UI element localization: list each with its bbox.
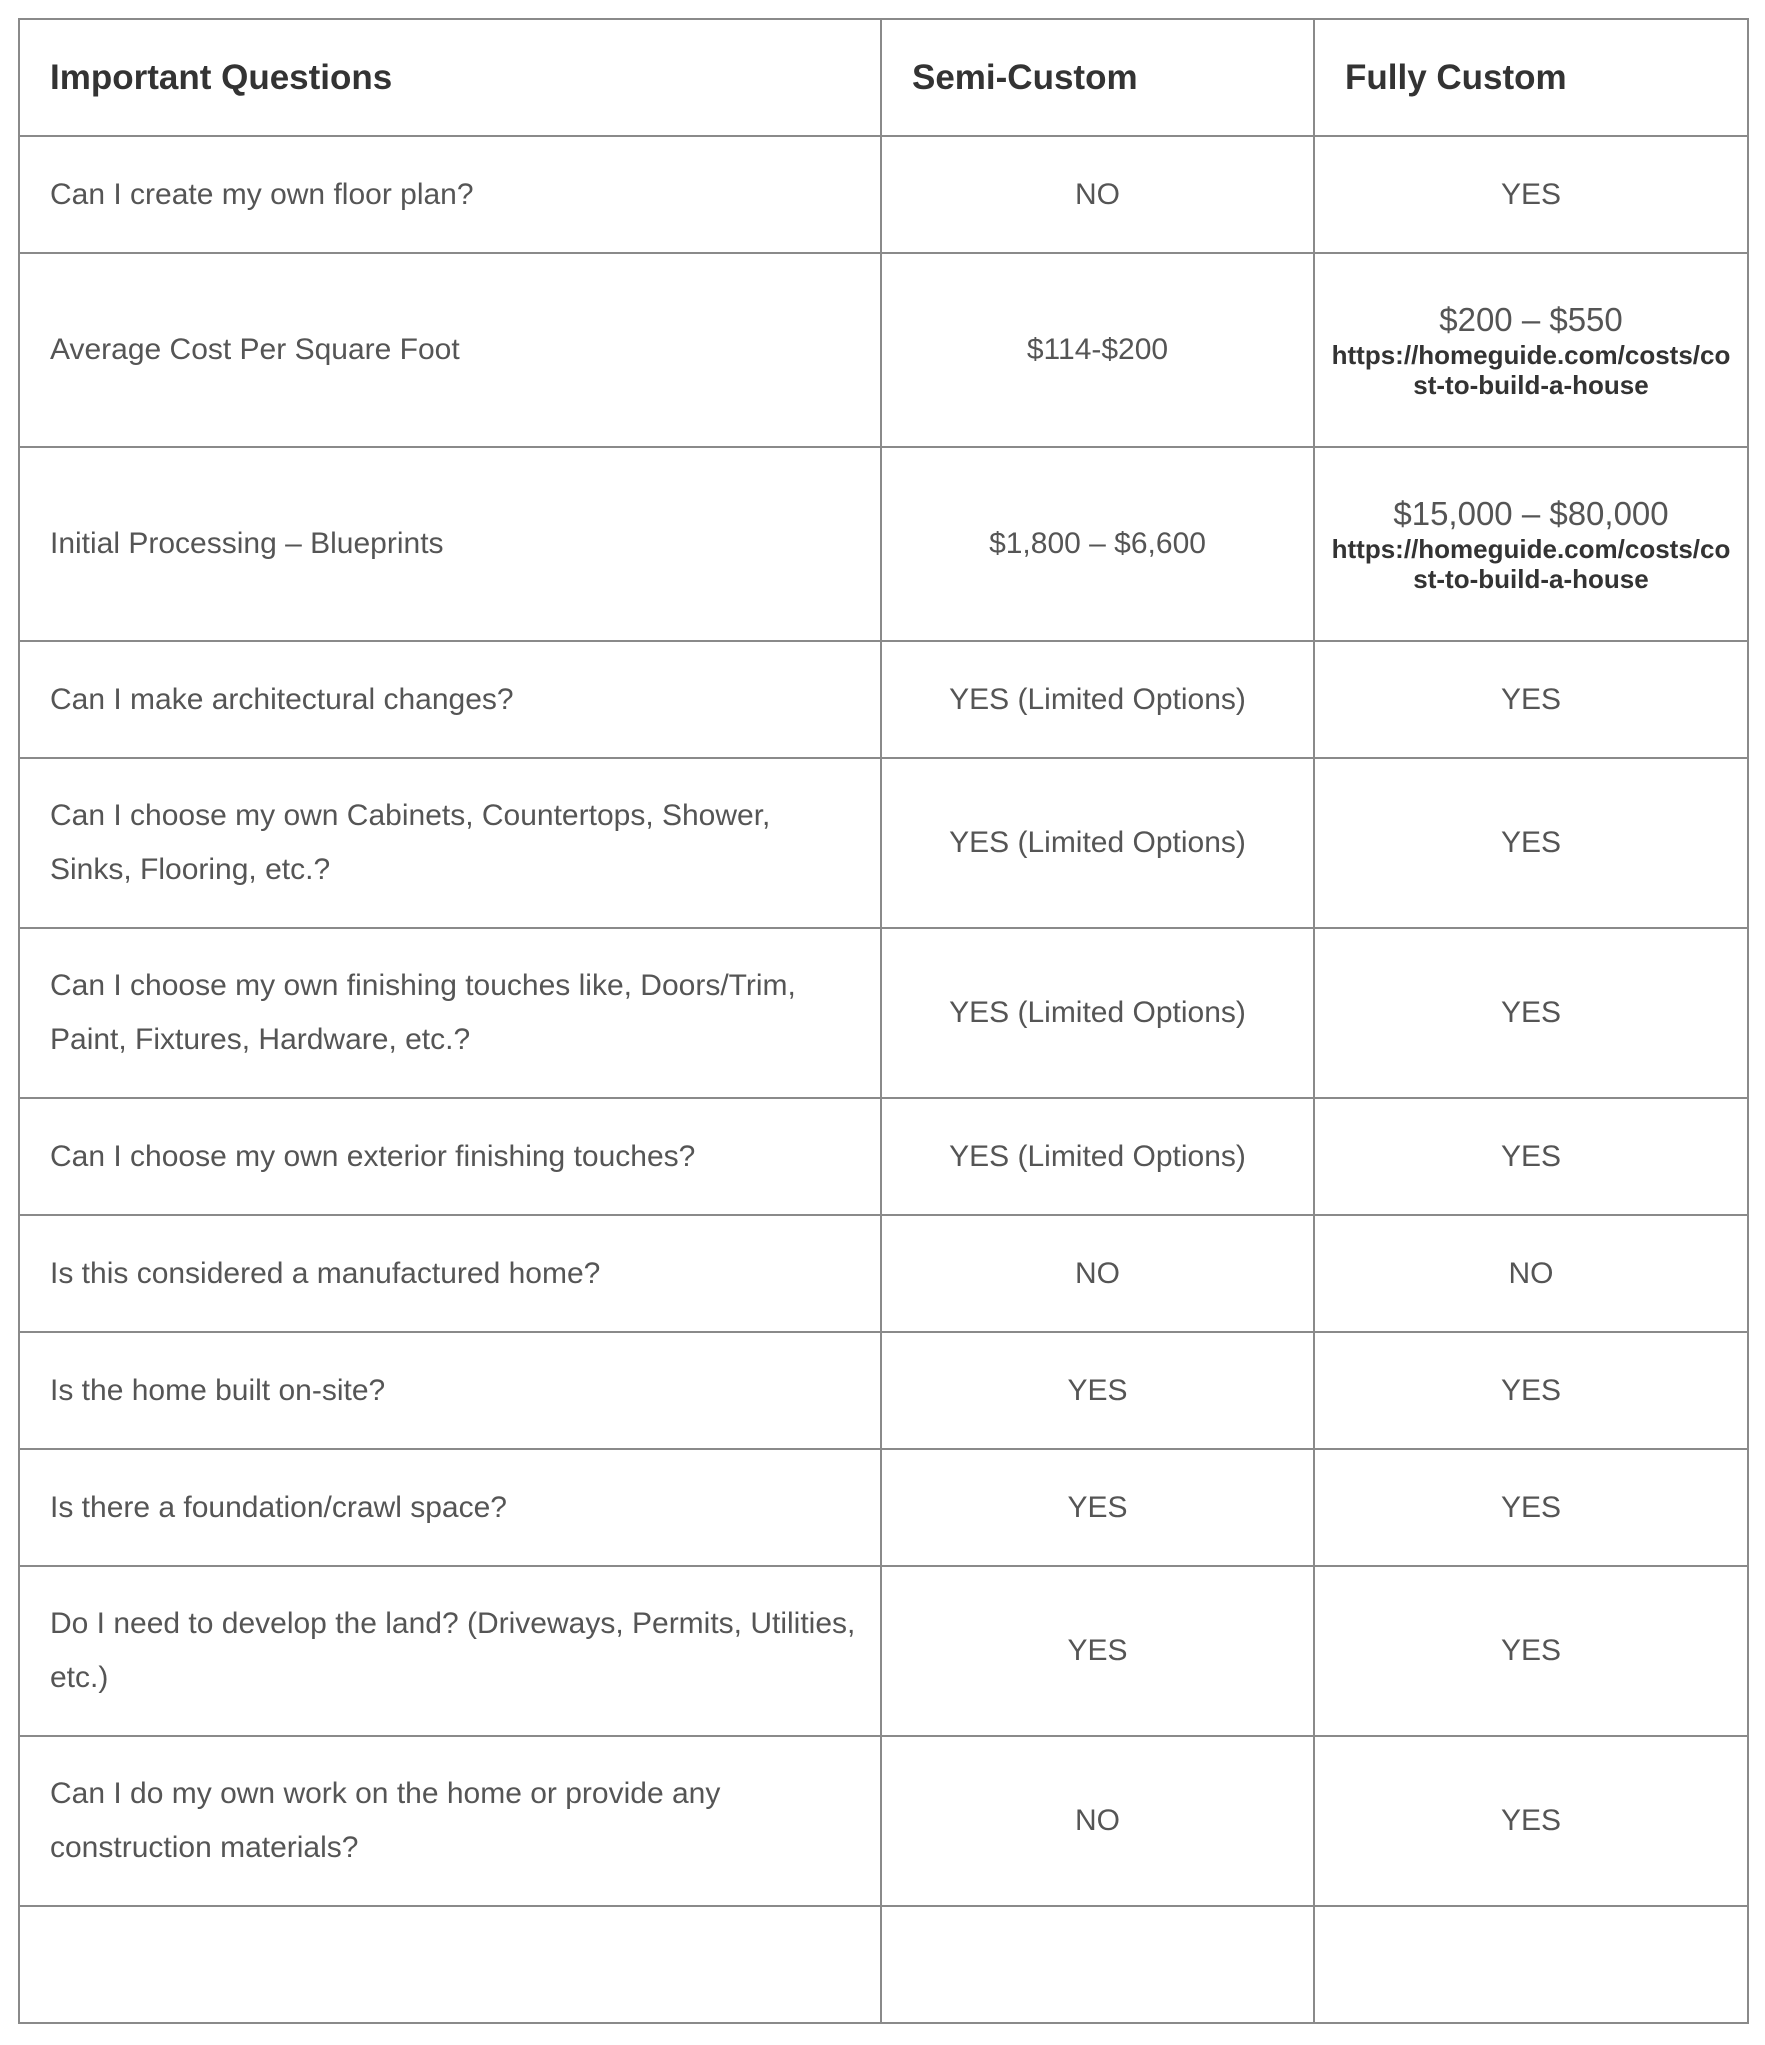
header-cell-fully-custom [1314, 19, 1748, 136]
semi-custom-cell: YES (Limited Options) [881, 641, 1314, 758]
semi-custom-cell: $114-$200 [881, 253, 1314, 447]
table-row [19, 136, 1748, 253]
question-cell: Can I choose my own exterior finishing touches? [19, 1098, 881, 1215]
question-cell: Is this considered a manufactured home? [19, 1215, 881, 1332]
header-row [19, 19, 1748, 136]
table-row-empty [19, 1906, 1748, 2023]
header-label: Important Questions [50, 57, 393, 97]
header-label: Fully Custom [1345, 57, 1567, 97]
header-cell-semi-custom [881, 19, 1314, 136]
question-cell: Can I do my own work on the home or provide any construction materials? [19, 1736, 881, 1906]
semi-custom-cell: YES [881, 1332, 1314, 1449]
semi-custom-cell: NO [881, 136, 1314, 253]
table-row [19, 1215, 1748, 1332]
semi-custom-cell: NO [881, 1736, 1314, 1906]
question-cell: Is there a foundation/crawl space? [19, 1449, 881, 1566]
fully-custom-cell: YES [1314, 1098, 1748, 1215]
source-link[interactable]: https://homeguide.com/costs/cost-to-build-a-house [1331, 534, 1731, 594]
source-link[interactable]: https://homeguide.com/costs/cost-to-build-a-house [1331, 340, 1731, 400]
comparison-table-container [18, 18, 1747, 2024]
fully-custom-value: $200 – $550 [1439, 301, 1623, 338]
table-row [19, 928, 1748, 1098]
question-cell: Can I make architectural changes? [19, 641, 881, 758]
question-cell: Can I create my own floor plan? [19, 136, 881, 253]
fully-custom-cell: YES [1314, 1736, 1748, 1906]
fully-custom-cell: YES [1314, 136, 1748, 253]
semi-custom-cell: YES (Limited Options) [881, 758, 1314, 928]
semi-custom-cell: YES (Limited Options) [881, 1098, 1314, 1215]
question-cell: Initial Processing – Blueprints [19, 447, 881, 641]
question-cell [19, 1906, 881, 2023]
fully-custom-cell [1314, 253, 1748, 447]
fully-custom-cell: YES [1314, 928, 1748, 1098]
semi-custom-cell: $1,800 – $6,600 [881, 447, 1314, 641]
fully-custom-cell: YES [1314, 1449, 1748, 1566]
semi-custom-cell: YES (Limited Options) [881, 928, 1314, 1098]
fully-custom-cell: NO [1314, 1215, 1748, 1332]
fully-custom-cell: YES [1314, 758, 1748, 928]
fully-custom-cell: YES [1314, 1332, 1748, 1449]
question-cell: Average Cost Per Square Foot [19, 253, 881, 447]
fully-custom-cell [1314, 447, 1748, 641]
table-row [19, 758, 1748, 928]
table-row [19, 1449, 1748, 1566]
fully-custom-cell: YES [1314, 1566, 1748, 1736]
table-row [19, 1098, 1748, 1215]
fully-custom-cell: YES [1314, 641, 1748, 758]
comparison-table [18, 18, 1749, 2024]
table-row [19, 641, 1748, 758]
question-cell: Do I need to develop the land? (Driveways, Permits, Utilities, etc.) [19, 1566, 881, 1736]
semi-custom-cell: YES [881, 1449, 1314, 1566]
question-cell: Can I choose my own finishing touches like, Doors/Trim, Paint, Fixtures, Hardware, etc.? [19, 928, 881, 1098]
table-row [19, 253, 1748, 447]
table-row [19, 1332, 1748, 1449]
question-cell: Is the home built on-site? [19, 1332, 881, 1449]
semi-custom-cell: YES [881, 1566, 1314, 1736]
question-cell: Can I choose my own Cabinets, Countertops, Shower, Sinks, Flooring, etc.? [19, 758, 881, 928]
fully-custom-cell [1314, 1906, 1748, 2023]
table-row [19, 1566, 1748, 1736]
semi-custom-cell [881, 1906, 1314, 2023]
fully-custom-value: $15,000 – $80,000 [1393, 495, 1669, 532]
table-row [19, 447, 1748, 641]
semi-custom-cell: NO [881, 1215, 1314, 1332]
header-cell-questions [19, 19, 881, 136]
header-label: Semi-Custom [912, 57, 1138, 97]
table-row [19, 1736, 1748, 1906]
